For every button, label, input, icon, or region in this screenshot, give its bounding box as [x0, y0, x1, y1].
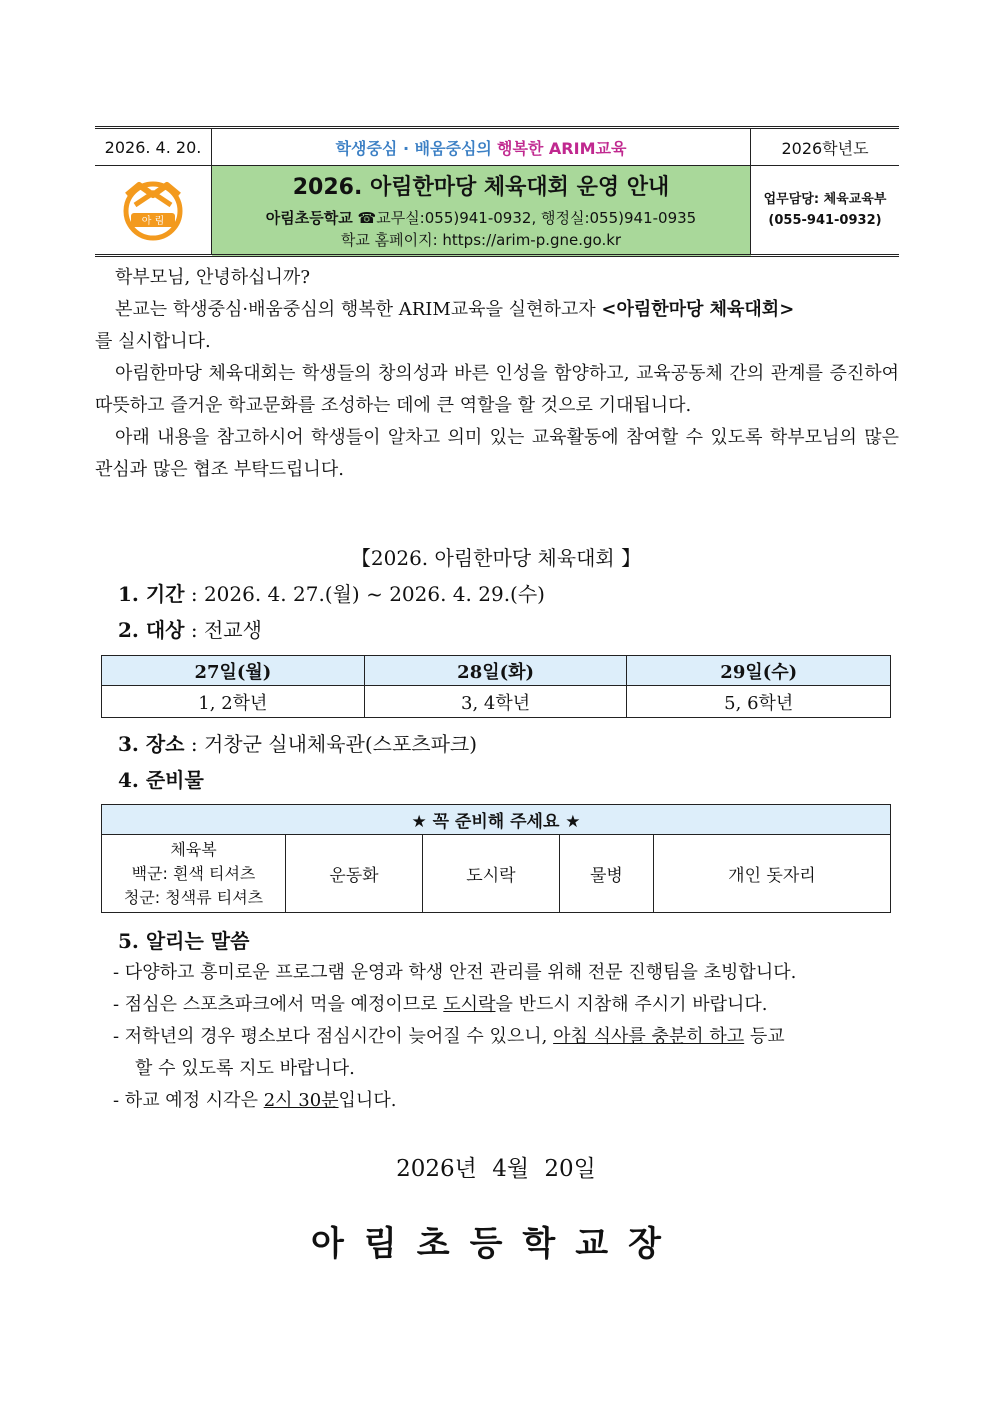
- slogan: [212, 128, 751, 166]
- school-year: 2026학년도: [751, 128, 900, 166]
- schedule-cell: 5, 6학년: [627, 686, 891, 718]
- notice-underline: 아침 식사를 충분히 하고: [553, 1026, 745, 1047]
- supplies-header: ★ 꼭 준비해 주세요 ★: [102, 805, 891, 835]
- intro-p1-end: 를 실시합니다.: [95, 331, 211, 352]
- notice-text: - 저학년의 경우 평소보다 점심시간이 늦어질 수 있으니,: [113, 1026, 554, 1047]
- schedule-table: [101, 655, 891, 718]
- closing-date: 2026년 4월 20일: [396, 1156, 596, 1182]
- homepage-url: 학교 홈페이지: https://arim-p.gne.go.kr: [340, 230, 622, 249]
- place-label: 3. 장소: [118, 732, 185, 756]
- greeting: 학부모님, 안녕하십니까?: [115, 267, 310, 288]
- notice-item: [113, 989, 899, 1021]
- supply-item: 개인 돗자리: [653, 835, 890, 913]
- notice-item: [113, 1021, 899, 1053]
- schedule-header: 29일(수): [627, 656, 891, 686]
- notice-underline: 2시 30분: [263, 1090, 339, 1111]
- phone-numbers: ☎교무실:055)941-0932, 행정실:055)941-0935: [357, 208, 697, 227]
- uniform-white-team: 백군: 흰색 티셔츠: [131, 863, 256, 883]
- notice-text: 을 반드시 지참해 주시기 바랍니다.: [495, 994, 768, 1015]
- target-label: 2. 대상: [118, 618, 185, 642]
- notice-underline: 도시락: [443, 994, 496, 1015]
- intro-p1-text: 본교는 학생중심·배움중심의 행복한 ARIM교육을 실현하고자: [115, 299, 596, 320]
- schedule-cell: 1, 2학년: [102, 686, 365, 718]
- notice-text: - 점심은 스포츠파크에서 먹을 예정이므로: [113, 994, 444, 1015]
- item-supplies: [118, 764, 204, 793]
- notice-list: [113, 957, 899, 1117]
- target-value: : 전교생: [184, 618, 262, 642]
- period-value: : 2026. 4. 27.(월) ~ 2026. 4. 29.(수): [184, 582, 545, 606]
- notice-item-continued: 할 수 있도록 지도 바랍니다.: [135, 1058, 355, 1079]
- intro-paragraph-2: 아림한마당 체육대회는 학생들의 창의성과 바른 인성을 함양하고, 교육공동체 간의 관계를 증진하여 따뜻하고 즐거운 학교문화를 조성하는 데에 큰 역할을 할 것으로 기대됩니다.: [95, 363, 899, 416]
- uniform-title: 체육복: [170, 839, 217, 859]
- section-title: 【2026. 아림한마당 체육대회 】: [350, 546, 642, 570]
- contact-block: [751, 166, 900, 256]
- school-name: 아림초등학교: [265, 208, 353, 227]
- item-target: [118, 614, 262, 643]
- event-name: <아림한마당 체육대회>: [601, 299, 795, 320]
- slogan-part2: 행복한 ARIM교육: [496, 138, 627, 158]
- supply-item: 운동화: [286, 835, 423, 913]
- item-period: [118, 578, 545, 607]
- place-value: : 거창군 실내체육관(스포츠파크): [184, 732, 478, 756]
- letterhead: [95, 126, 899, 257]
- supply-item: 물병: [559, 835, 653, 913]
- intro-paragraph-1: [95, 294, 899, 358]
- item-notice: [118, 925, 249, 954]
- logo-text: 아 림: [141, 216, 165, 227]
- notice-label: 5. 알리는 말씀: [118, 929, 250, 953]
- title-block: [212, 166, 751, 256]
- document-title: 2026. 아림한마당 체육대회 운영 안내: [292, 174, 670, 200]
- uniform-cell: [102, 835, 286, 913]
- notice-item: [113, 1085, 899, 1117]
- notice-item: - 다양하고 흥미로운 프로그램 운영과 학생 안전 관리를 위해 전문 진행팀을 초빙합니다.: [113, 962, 797, 983]
- uniform-blue-team: 청군: 청색류 티셔츠: [123, 887, 264, 907]
- notice-text: 입니다.: [338, 1090, 397, 1111]
- supply-item: 도시락: [422, 835, 559, 913]
- contact-phone: (055-941-0932): [768, 213, 882, 228]
- school-contact-line: [212, 207, 750, 229]
- issue-date: 2026. 4. 20.: [95, 128, 212, 166]
- intro-paragraph-3: 아래 내용을 참고하시어 학생들이 알차고 의미 있는 교육활동에 참여할 수 있도록 학부모님의 많은 관심과 많은 협조 부탁드립니다.: [95, 427, 899, 480]
- schedule-header: 27일(월): [102, 656, 365, 686]
- principal-signature: 아림초등학교장: [311, 1224, 681, 1264]
- supplies-table: [101, 804, 891, 913]
- schedule-header: 28일(화): [364, 656, 627, 686]
- notice-text: - 하교 예정 시각은: [113, 1090, 264, 1111]
- intro-text: [95, 262, 899, 486]
- school-logo: [95, 166, 212, 256]
- contact-department: 업무담당: 체육교육부: [763, 192, 887, 207]
- supplies-label: 4. 준비물: [118, 768, 204, 792]
- schedule-cell: 3, 4학년: [364, 686, 627, 718]
- notice-text: 등교: [744, 1026, 785, 1047]
- item-place: [118, 728, 477, 757]
- period-label: 1. 기간: [118, 582, 185, 606]
- slogan-part1: 학생중심 · 배움중심의: [335, 138, 492, 158]
- school-emblem-icon: [113, 173, 193, 243]
